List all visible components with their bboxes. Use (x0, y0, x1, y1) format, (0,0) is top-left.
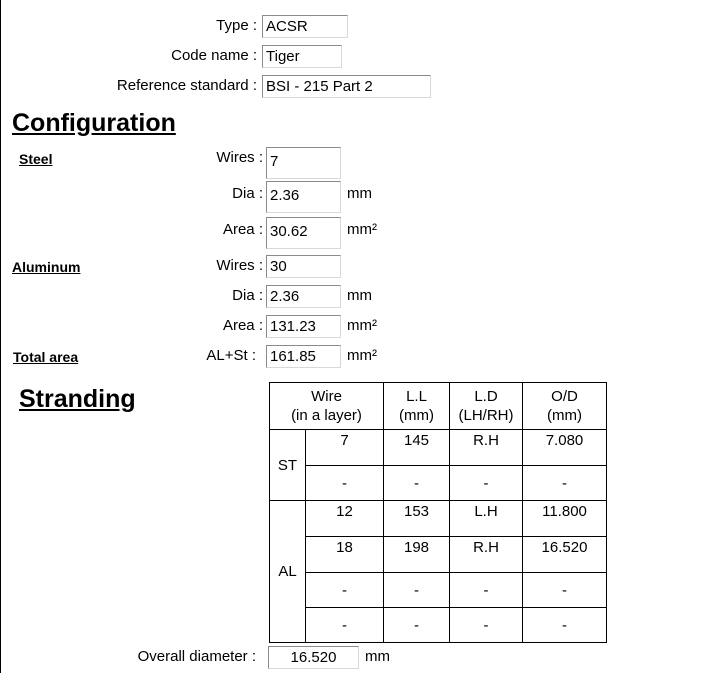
type-field[interactable]: ACSR (262, 15, 348, 38)
al-row1-ll: 153 (384, 501, 450, 537)
window-left-border (0, 0, 1, 673)
steel-area-field[interactable]: 30.62 (266, 217, 341, 249)
aluminum-area-unit: mm² (347, 317, 377, 334)
al-row4-ll: - (384, 608, 450, 643)
col-header-od-line1: O/D (551, 388, 578, 405)
steel-wires-field[interactable]: 7 (266, 147, 341, 179)
steel-wires-label: Wires : (216, 149, 263, 166)
table-row (270, 573, 607, 608)
steel-area-label: Area : (222, 221, 263, 238)
total-area-unit: mm² (347, 347, 377, 364)
reference-standard-field[interactable]: BSI - 215 Part 2 (262, 75, 431, 98)
col-header-ll-line1: L.L (406, 388, 427, 405)
st-row1-ld: R.H (450, 430, 523, 466)
overall-diameter-label: Overall diameter : (137, 648, 256, 665)
al-row3-ll: - (384, 573, 450, 608)
steel-dia-field[interactable]: 2.36 (266, 181, 341, 213)
type-label: Type : (216, 17, 257, 34)
col-header-wire-line1: Wire (311, 388, 342, 405)
total-area-heading: Total area (13, 349, 79, 365)
al-row4-ld: - (450, 608, 523, 643)
st-row2-ll: - (384, 466, 450, 501)
overall-diameter-unit: mm (365, 648, 390, 665)
col-header-od (523, 383, 607, 430)
al-row2-ll: 198 (384, 537, 450, 573)
aluminum-area-field[interactable]: 131.23 (266, 315, 341, 338)
st-row2-wire: - (306, 466, 384, 501)
col-header-wire-line2: (in a layer) (291, 407, 362, 424)
steel-heading: Steel (19, 151, 53, 167)
al-row4-wire: - (306, 608, 384, 643)
configuration-heading: Configuration (12, 109, 176, 137)
st-row1-ll: 145 (384, 430, 450, 466)
aluminum-wires-field[interactable]: 30 (266, 255, 341, 278)
al-row4-od: - (523, 608, 607, 643)
al-row1-wire: 12 (306, 501, 384, 537)
table-row (270, 537, 607, 573)
table-row (270, 501, 607, 537)
al-group-label: AL (270, 501, 306, 643)
al-row3-od: - (523, 573, 607, 608)
al-row1-od: 11.800 (523, 501, 607, 537)
aluminum-area-label: Area : (222, 317, 263, 334)
table-row (270, 608, 607, 643)
total-area-field[interactable]: 161.85 (266, 345, 341, 368)
col-header-od-line2: (mm) (547, 407, 582, 424)
table-row (270, 466, 607, 501)
steel-area-unit: mm² (347, 221, 377, 238)
stranding-header-row (270, 383, 607, 430)
col-header-ld (450, 383, 523, 430)
aluminum-wires-label: Wires : (216, 257, 263, 274)
al-row3-wire: - (306, 573, 384, 608)
col-header-ll-line2: (mm) (399, 407, 434, 424)
col-header-wire (270, 383, 384, 430)
st-row2-ld: - (450, 466, 523, 501)
st-row1-od: 7.080 (523, 430, 607, 466)
al-row2-ld: R.H (450, 537, 523, 573)
code-name-label: Code name : (171, 47, 257, 64)
aluminum-dia-unit: mm (347, 287, 372, 304)
col-header-ll (384, 383, 450, 430)
al-row3-ld: - (450, 573, 523, 608)
overall-diameter-field[interactable]: 16.520 (268, 646, 359, 669)
st-row2-od: - (523, 466, 607, 501)
total-area-label: AL+St : (206, 347, 256, 364)
al-row2-wire: 18 (306, 537, 384, 573)
col-header-ld-line1: L.D (474, 388, 498, 405)
col-header-ld-line2: (LH/RH) (458, 407, 514, 424)
reference-standard-label: Reference standard : (116, 77, 257, 94)
al-row2-od: 16.520 (523, 537, 607, 573)
st-group-label: ST (270, 430, 306, 501)
steel-dia-unit: mm (347, 185, 372, 202)
al-row1-ld: L.H (450, 501, 523, 537)
table-row (270, 430, 607, 466)
aluminum-dia-label: Dia : (232, 287, 263, 304)
aluminum-dia-field[interactable]: 2.36 (266, 285, 341, 308)
aluminum-heading: Aluminum (12, 259, 81, 275)
stranding-heading: Stranding (19, 385, 136, 413)
stranding-table (269, 382, 607, 643)
st-row1-wire: 7 (306, 430, 384, 466)
code-name-field[interactable]: Tiger (262, 45, 342, 68)
steel-dia-label: Dia : (232, 185, 263, 202)
